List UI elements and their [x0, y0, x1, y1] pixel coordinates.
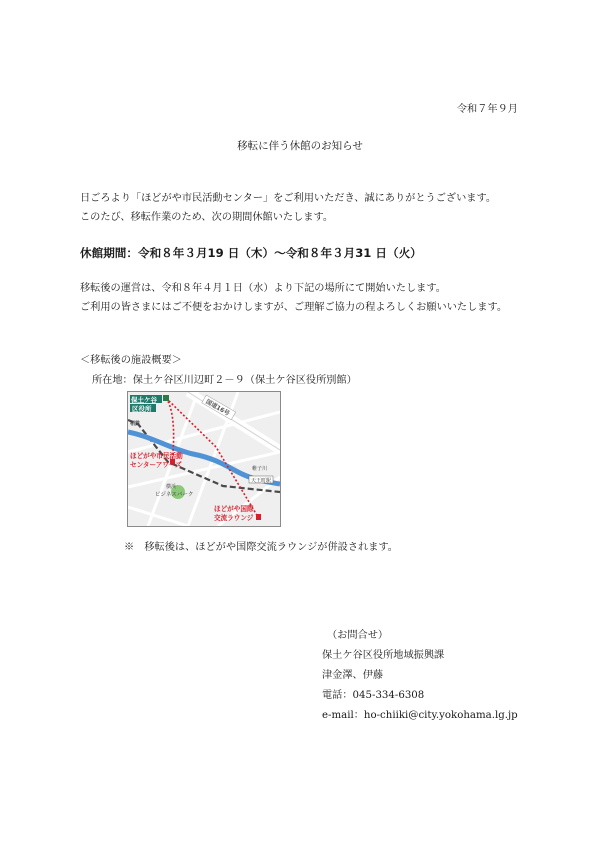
lounge-label-1: ほどがや国際: [214, 505, 254, 513]
park-label-1: 横浜: [166, 484, 177, 490]
closure-period: 休館期間：令和８年３月19 日（木）～令和８年３月31 日（火）: [80, 246, 422, 260]
issue-date: 令和７年９月: [456, 104, 518, 115]
contact-heading: （お問合せ）: [327, 630, 389, 641]
greeting-line-1: 日ごろより「ほどがや市民活動センター」をご利用いただき、誠にありがとうございます。: [80, 193, 497, 204]
operation-line-1: 移転後の運営は、令和８年４月１日（水）より下記の場所にて開始いたします。: [80, 283, 446, 294]
route16-label: 国道16号: [204, 398, 231, 418]
rail-label: 相鉄: [130, 421, 141, 427]
center-label-2: センターアワーズ: [130, 461, 182, 469]
lounge-label-2: 交流ラウンジ: [214, 514, 254, 522]
ward-office-marker: [163, 395, 169, 401]
operation-line-2: ご利用の皆さまにはご不便をおかけしますが、ご理解ご協力の程よろしくお願いいたします。: [80, 302, 508, 313]
location-map: [127, 391, 281, 527]
park-label-2: ビジネスパーク: [155, 492, 194, 498]
ward-office-label-1: 保土ケ谷: [131, 396, 157, 404]
overview-heading: ＜移転後の施設概要＞: [80, 355, 182, 366]
greeting-line-2: このたび、移転作業のため、次の期間休館いたします。: [80, 212, 334, 223]
ward-office-label-2: 区役所: [132, 405, 152, 413]
relocation-note: ※ 移転後は、ほどがや国際交流ラウンジが併設されます。: [124, 542, 398, 553]
center-label-1: ほどがや市民活動: [130, 452, 183, 460]
contact-names: 津金澤、伊藤: [322, 670, 384, 681]
station-label: 天王町駅: [251, 478, 272, 484]
contact-department: 保土ケ谷区役所地域振興課: [322, 650, 445, 661]
contact-email: e-mail：ho-chiiki@city.yokohama.lg.jp: [322, 710, 518, 721]
facility-address: 所在地：保土ケ谷区川辺町２－９（保土ケ谷区役所別館）: [92, 375, 357, 386]
river-label: 帷子川: [252, 466, 268, 472]
contact-phone: 電話：045-334-6308: [322, 690, 425, 701]
notice-title: 移転に伴う休館のお知らせ: [237, 140, 363, 152]
lounge-marker: [256, 514, 261, 520]
